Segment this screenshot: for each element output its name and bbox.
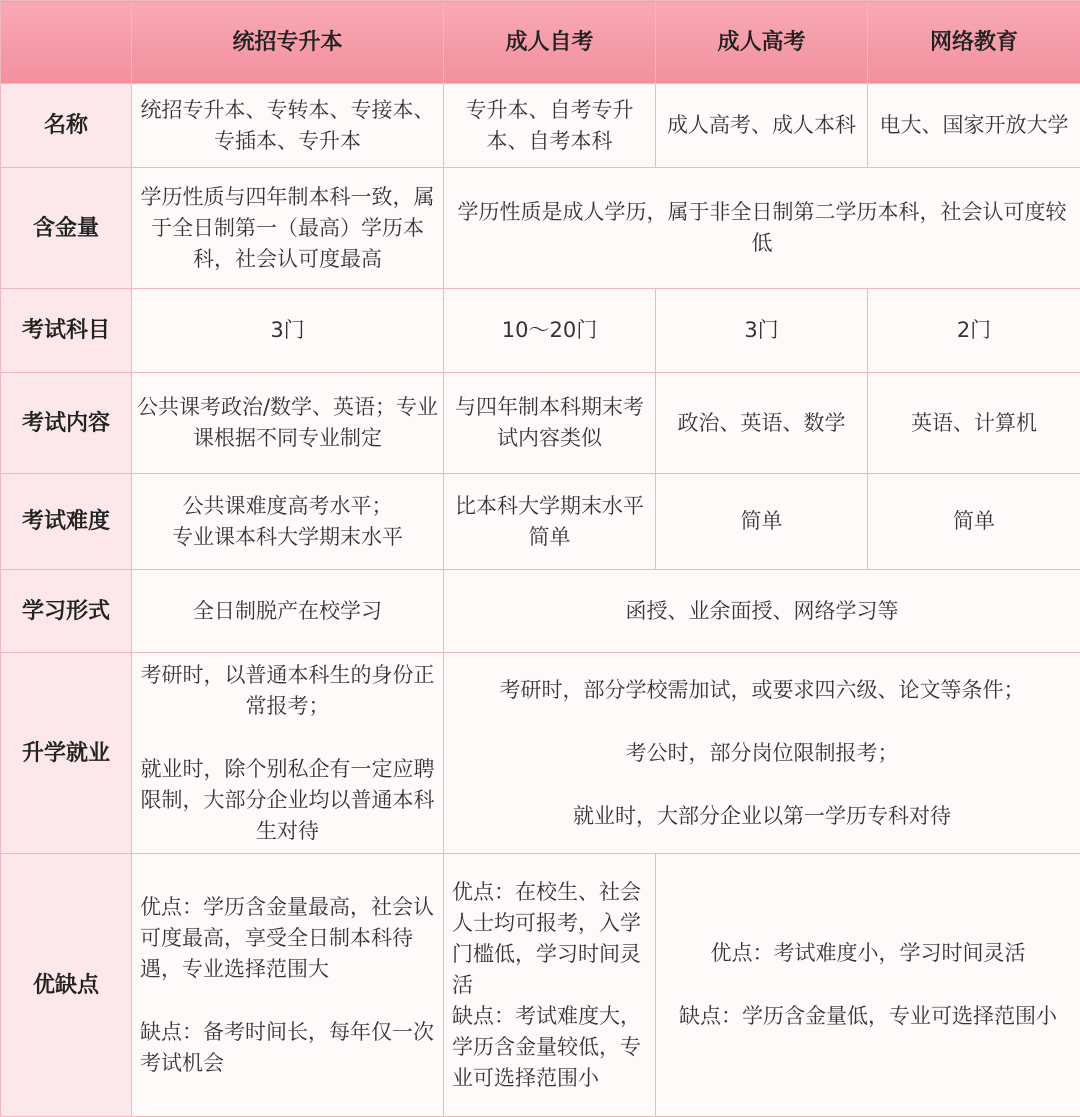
cell-name-c4: 电大、国家开放大学 [868,84,1080,168]
cell-subjects-c2: 10～20门 [444,289,656,373]
cell-content-c3: 政治、英语、数学 [656,373,868,474]
table-row [1,474,1080,570]
row-label-proscons: 优缺点 [1,854,132,1117]
paragraph-gap [140,985,439,1017]
row-label-career: 升学就业 [1,653,132,854]
table-row [1,84,1080,168]
cell-content-c1: 公共课考政治/数学、英语；专业课根据不同专业制定 [132,373,444,474]
cell-proscons-c2-p2: 缺点：考试难度大，学历含金量较低，专业可选择范围小 [452,1001,651,1094]
cell-value-c234: 学历性质是成人学历，属于非全日制第二学历本科，社会认可度较低 [444,168,1080,289]
row-label-form: 学习形式 [1,570,132,653]
cell-proscons-c34 [656,854,1080,1117]
row-label-difficulty: 考试难度 [1,474,132,570]
cell-subjects-c3: 3门 [656,289,868,373]
cell-career-c1-p1: 考研时，以普通本科生的身份正常报考； [136,660,439,722]
cell-proscons-c1-p2: 缺点：备考时间长，每年仅一次考试机会 [140,1017,439,1079]
cell-proscons-c34-p1: 优点：考试难度小，学习时间灵活 [660,938,1076,969]
table-row [1,289,1080,373]
cell-proscons-c2 [444,854,656,1117]
cell-difficulty-c1-line1: 公共课难度高考水平； [136,491,439,522]
paragraph-gap [448,769,1076,801]
cell-proscons-c34-p2: 缺点：学历含金量低，专业可选择范围小 [660,1001,1076,1032]
cell-career-c234-p1: 考研时，部分学校需加试，或要求四六级、论文等条件； [448,675,1076,706]
cell-career-c1 [132,653,444,854]
paragraph-gap [448,706,1076,738]
cell-form-c1: 全日制脱产在校学习 [132,570,444,653]
cell-name-c2: 专升本、自考专升本、自考本科 [444,84,656,168]
header-col-tongzhao: 统招专升本 [132,1,444,84]
cell-subjects-c4: 2门 [868,289,1080,373]
cell-value-c1: 学历性质与四年制本科一致，属于全日制第一（最高）学历本科，社会认可度最高 [132,168,444,289]
cell-name-c3: 成人高考、成人本科 [656,84,868,168]
table-row [1,168,1080,289]
cell-subjects-c1: 3门 [132,289,444,373]
cell-difficulty-c4: 简单 [868,474,1080,570]
header-col-zikao: 成人自考 [444,1,656,84]
cell-difficulty-c2: 比本科大学期末水平简单 [444,474,656,570]
cell-difficulty-c3: 简单 [656,474,868,570]
header-col-wangluo: 网络教育 [868,1,1080,84]
cell-form-c234: 函授、业余面授、网络学习等 [444,570,1080,653]
paragraph-gap [136,722,439,754]
cell-content-c4: 英语、计算机 [868,373,1080,474]
cell-career-c1-p2: 就业时，除个别私企有一定应聘限制，大部分企业均以普通本科生对待 [136,754,439,847]
paragraph-gap [660,969,1076,1001]
cell-proscons-c2-p1: 优点：在校生、社会人士均可报考，入学门槛低，学习时间灵活 [452,877,651,1001]
table-row [1,570,1080,653]
cell-difficulty-c1-line2: 专业课本科大学期末水平 [136,522,439,553]
cell-name-c1: 统招专升本、专转本、专接本、专插本、专升本 [132,84,444,168]
row-label-name: 名称 [1,84,132,168]
cell-content-c2: 与四年制本科期末考试内容类似 [444,373,656,474]
cell-proscons-c1-p1: 优点：学历含金量最高，社会认可度最高，享受全日制本科待遇，专业选择范围大 [140,892,439,985]
header-row [1,1,1080,84]
table-row [1,653,1080,854]
header-col-chenggao: 成人高考 [656,1,868,84]
cell-career-c234-p3: 就业时，大部分企业以第一学历专科对待 [448,801,1076,832]
cell-proscons-c1 [132,854,444,1117]
header-corner [1,1,132,84]
table-row [1,373,1080,474]
cell-difficulty-c1 [132,474,444,570]
cell-career-c234-p2: 考公时，部分岗位限制报考； [448,738,1076,769]
row-label-subjects: 考试科目 [1,289,132,373]
row-label-content: 考试内容 [1,373,132,474]
table-row [1,854,1080,1117]
cell-career-c234 [444,653,1080,854]
row-label-value: 含金量 [1,168,132,289]
